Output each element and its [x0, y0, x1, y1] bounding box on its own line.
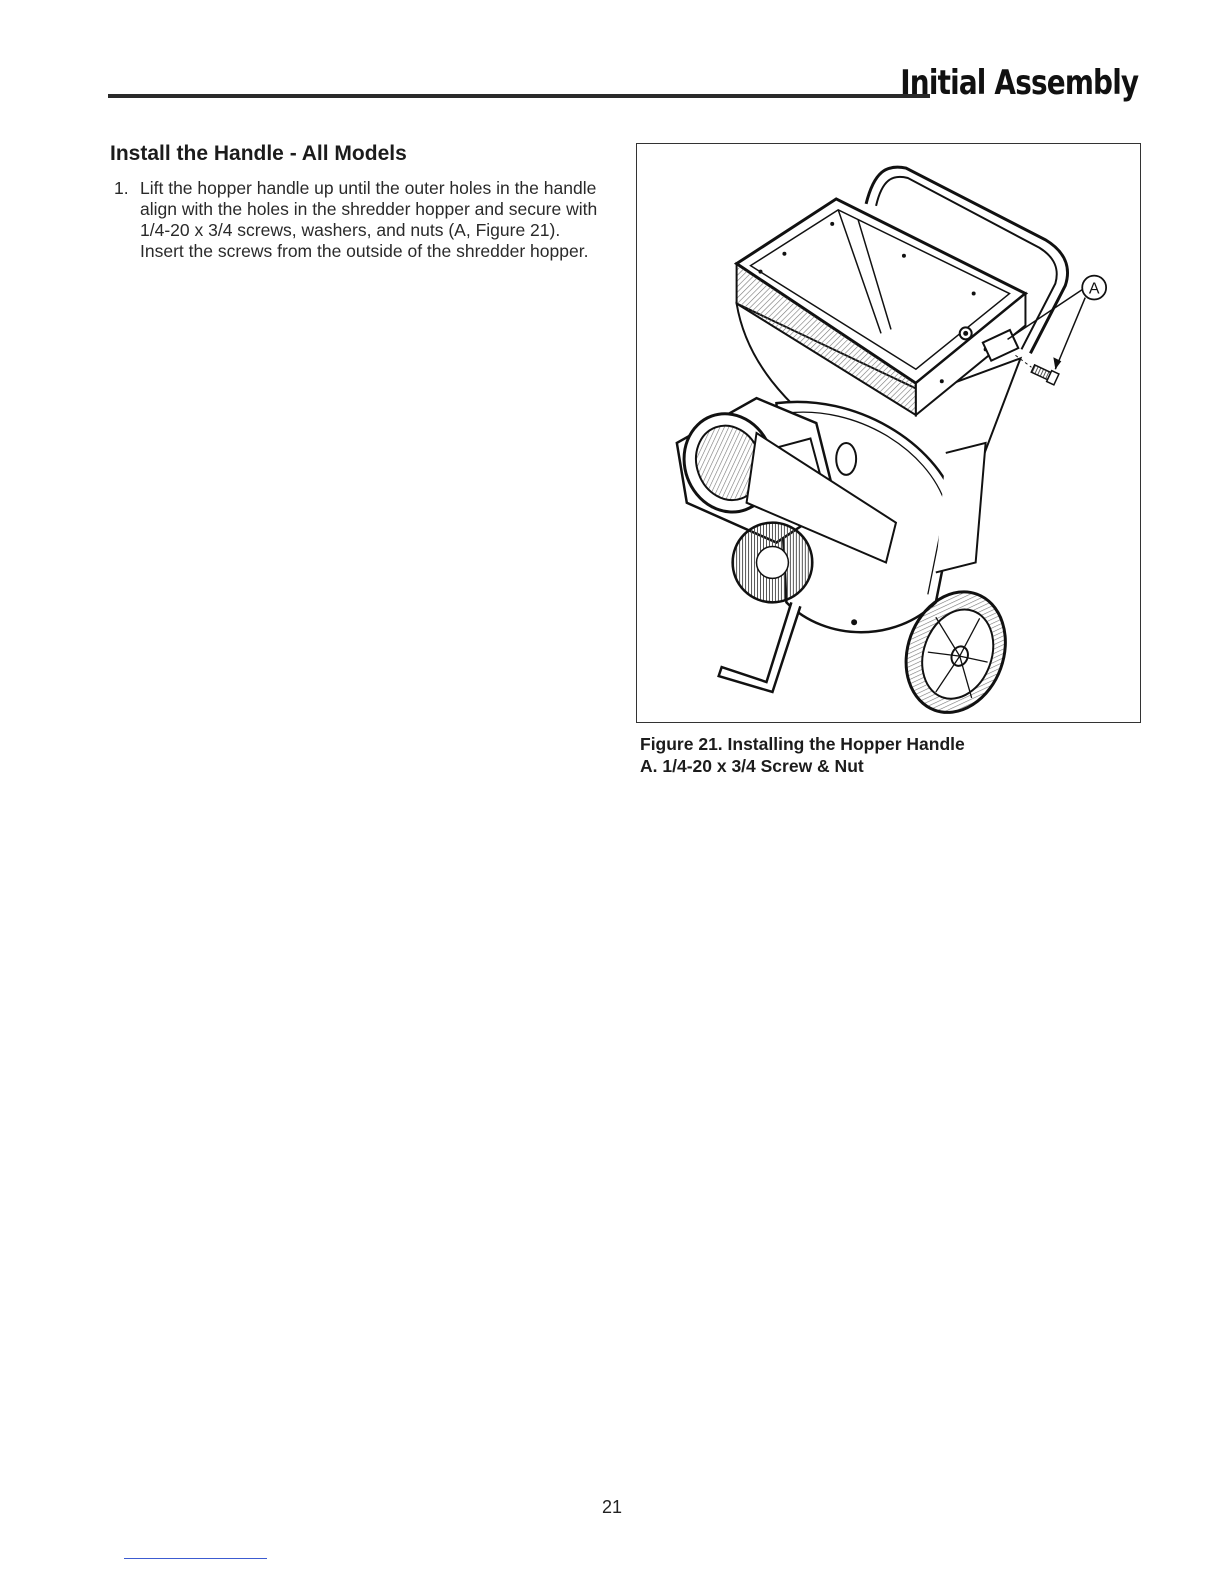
step-number: 1.	[114, 178, 129, 198]
stand-leg	[719, 602, 801, 692]
caption-title: Figure 21. Installing the Hopper Handle	[640, 734, 965, 754]
header-rule	[108, 94, 930, 98]
caption-item: A. 1/4-20 x 3/4 Screw & Nut	[640, 756, 864, 776]
instruction-step	[114, 178, 604, 262]
chipper-shredder-drawing	[637, 144, 1140, 722]
footer-rule	[124, 1558, 267, 1559]
figure-caption	[640, 733, 965, 777]
figure-illustration	[636, 143, 1141, 723]
screw-part	[1030, 363, 1059, 385]
callout-label: A	[1088, 280, 1100, 298]
instruction-list	[114, 178, 604, 262]
step-text: Lift the hopper handle up until the outer holes in the handle align with the holes in the shredder hopper and secure with 1/4-20 x 3/4 screws, washers, and nuts (A, Figure 21). Insert the screws from the outside of the shredder hopper.	[140, 178, 598, 261]
page-number: 21	[601, 1497, 623, 1517]
page-header-title: Initial Assembly	[899, 63, 1138, 103]
section-heading: Install the Handle - All Models	[110, 142, 407, 165]
